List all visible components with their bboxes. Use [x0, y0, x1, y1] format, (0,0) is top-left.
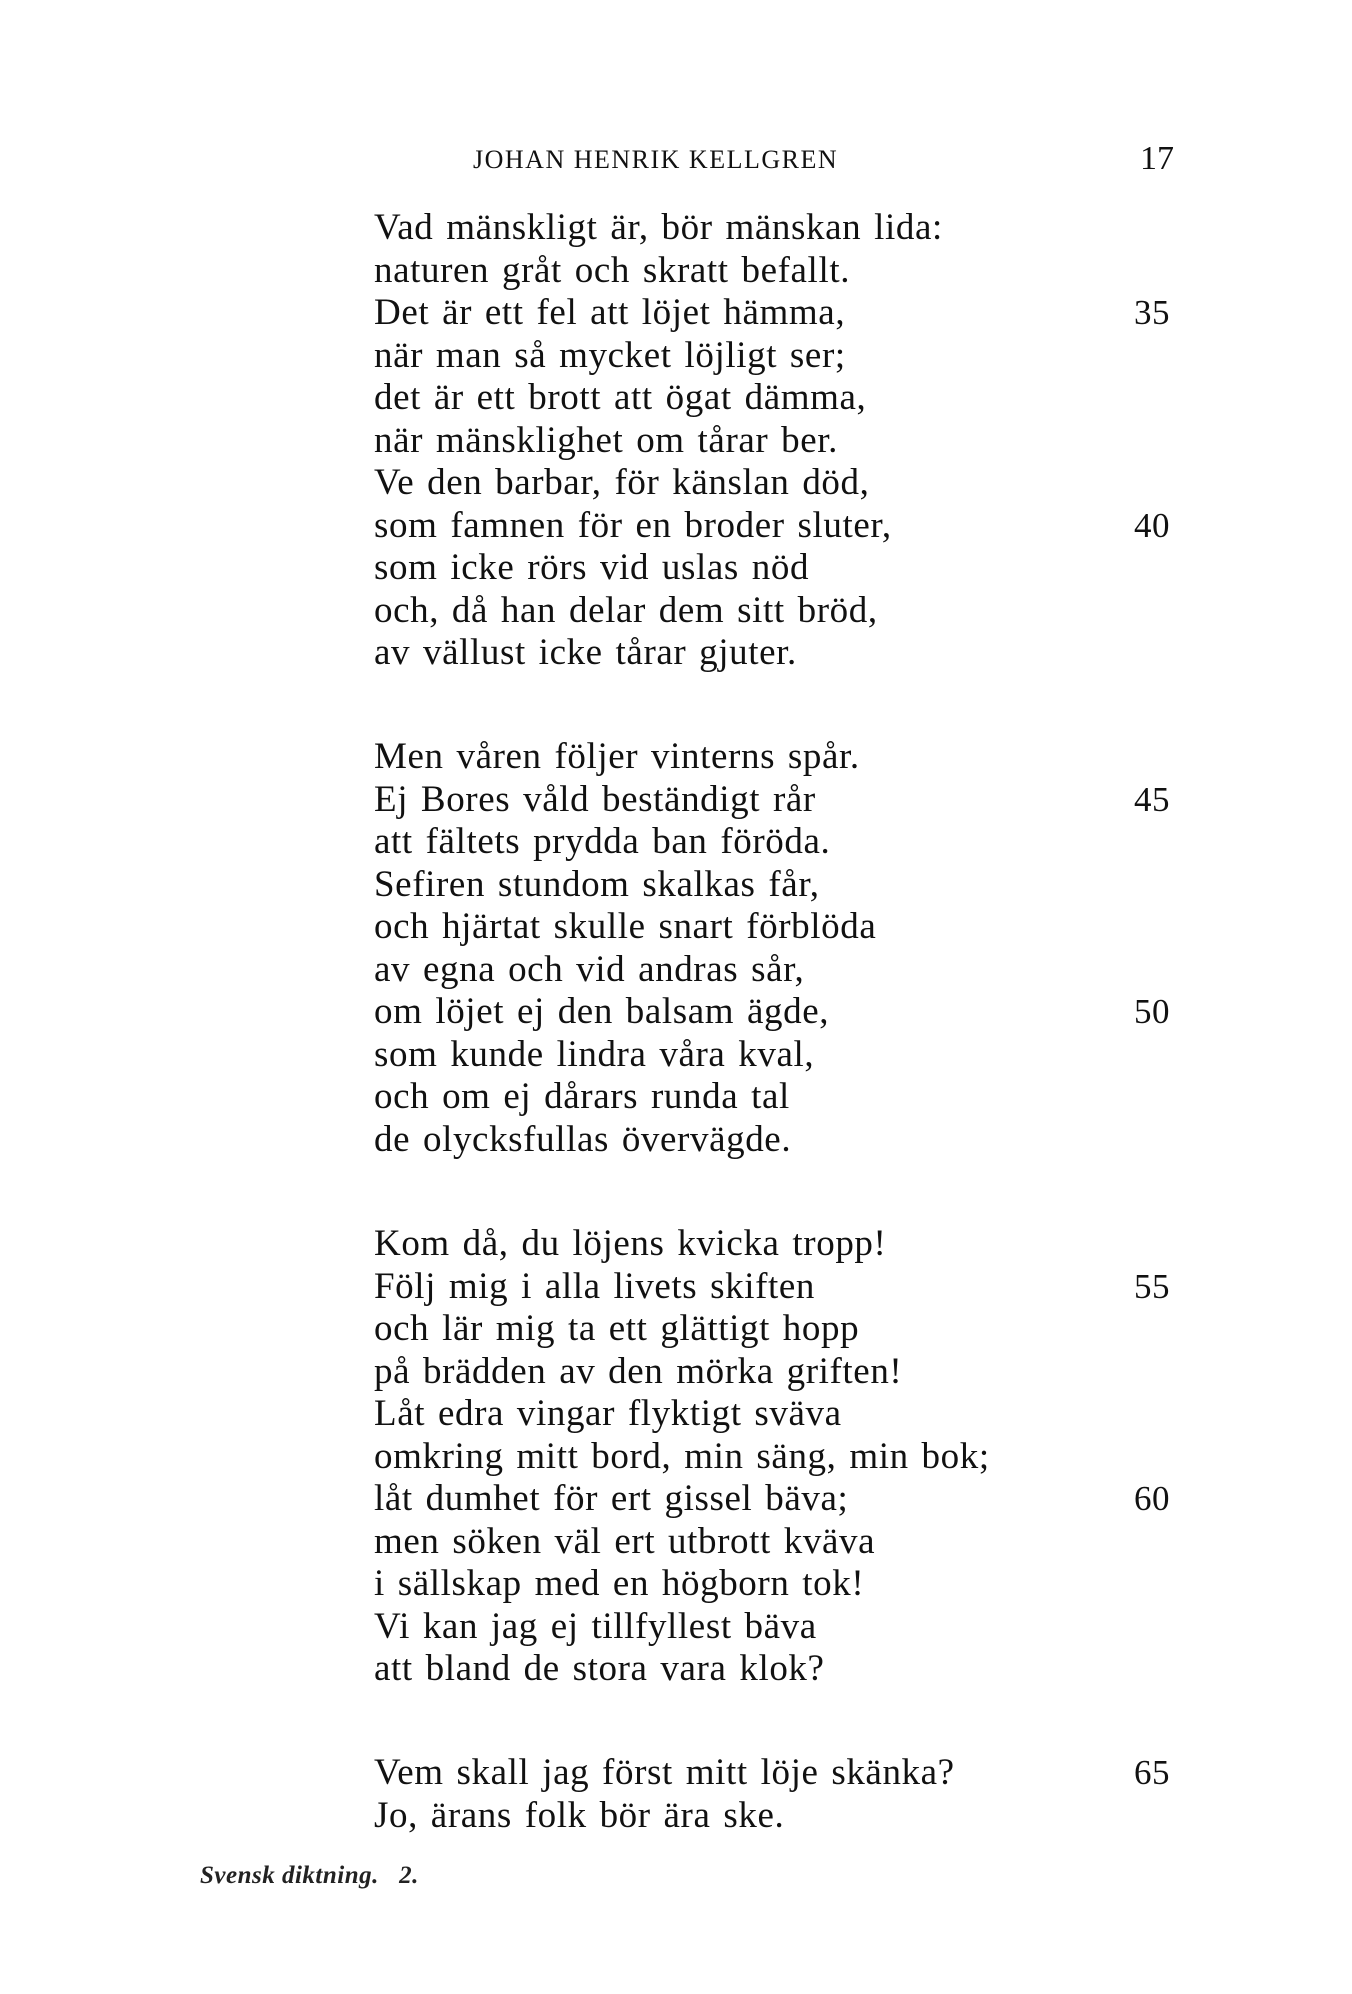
line-text: Kom då, du löjens kvicka tropp!: [374, 1223, 887, 1264]
line-number: 45: [1134, 779, 1170, 819]
poem-line: [374, 547, 1194, 590]
poem-line: [374, 420, 1194, 463]
line-text: att fältets prydda ban föröda.: [374, 821, 831, 862]
poem-line: [374, 991, 1194, 1034]
line-number: 55: [1134, 1266, 1170, 1306]
poem-line: [374, 1223, 1194, 1266]
poem-line: [374, 1076, 1194, 1119]
poem-line: [374, 1752, 1194, 1795]
stanza-3: [374, 1223, 1194, 1691]
line-number: 60: [1134, 1479, 1170, 1518]
line-text: Vad mänskligt är, bör mänskan lida:: [374, 207, 943, 248]
line-text: när man så mycket löjligt ser;: [374, 334, 846, 376]
poem-line: [374, 821, 1194, 864]
line-text: Vi kan jag ej tillfyllest bäva: [374, 1605, 817, 1647]
poem-line: [374, 1393, 1194, 1436]
line-text: Ej Bores våld beständigt rår: [374, 778, 816, 820]
line-text: på brädden av den mörka griften!: [374, 1350, 903, 1392]
line-text: och om ej dårars runda tal: [374, 1076, 790, 1117]
poem-line: [374, 590, 1194, 633]
poem-line: [374, 1266, 1194, 1309]
poem-line: [374, 1119, 1194, 1162]
line-text: Vem skall jag först mitt löje skänka?: [374, 1752, 955, 1793]
poem-line: [374, 1308, 1194, 1351]
poem-line: [374, 505, 1194, 548]
poem-line: [374, 949, 1194, 992]
poem-line: [374, 1351, 1194, 1394]
stanza-1: [374, 207, 1194, 675]
line-text: de olycksfullas övervägde.: [374, 1118, 792, 1160]
line-text: Men våren följer vinterns spår.: [374, 736, 860, 777]
line-text: Följ mig i alla livets skiften: [374, 1265, 815, 1307]
poem-line: [374, 1795, 1194, 1838]
poem-line: [374, 292, 1194, 335]
poem-line: [374, 377, 1194, 420]
line-text: och hjärtat skulle snart förblöda: [374, 906, 877, 947]
line-number: 40: [1134, 505, 1170, 545]
line-text: att bland de stora vara klok?: [374, 1648, 825, 1689]
poem-line: [374, 1478, 1194, 1521]
poem-line: [374, 462, 1194, 505]
poem-line: [374, 1606, 1194, 1649]
poem-line: [374, 1521, 1194, 1564]
line-text: men söken väl ert utbrott kväva: [374, 1520, 876, 1562]
poem-line: [374, 1563, 1194, 1606]
poem-line: [374, 335, 1194, 378]
poem-line: [374, 906, 1194, 949]
line-text: omkring mitt bord, min säng, min bok;: [374, 1435, 990, 1477]
poem-line: [374, 250, 1194, 293]
line-text: när mänsklighet om tårar ber.: [374, 419, 839, 461]
line-number: 50: [1134, 992, 1170, 1031]
poem-line: [374, 1034, 1194, 1077]
line-text: Det är ett fel att löjet hämma,: [374, 292, 846, 333]
line-text: som famnen för en broder sluter,: [374, 504, 892, 546]
line-text: naturen gråt och skratt befallt.: [374, 249, 851, 291]
line-text: och, då han delar dem sitt bröd,: [374, 589, 878, 631]
poem-line: [374, 864, 1194, 907]
line-text: och lär mig ta ett glättigt hopp: [374, 1308, 860, 1349]
line-text: i sällskap med en högborn tok!: [374, 1563, 865, 1604]
line-text: som kunde lindra våra kval,: [374, 1033, 815, 1075]
line-text: Sefiren stundom skalkas får,: [374, 863, 820, 905]
line-text: Låt edra vingar flyktigt sväva: [374, 1393, 842, 1434]
line-text: Jo, ärans folk bör ära ske.: [374, 1794, 785, 1836]
poem-line: [374, 1648, 1194, 1691]
line-text: av vällust icke tårar gjuter.: [374, 632, 797, 673]
line-number: 35: [1134, 293, 1170, 332]
poem-line: [374, 207, 1194, 250]
stanza-4: [374, 1752, 1194, 1837]
line-number: 65: [1134, 1753, 1170, 1792]
poem-line: [374, 779, 1194, 822]
page-number: 17: [1140, 140, 1174, 177]
poem-line: [374, 1436, 1194, 1479]
line-text: det är ett brott att ögat dämma,: [374, 377, 867, 418]
line-text: låt dumhet för ert gissel bäva;: [374, 1478, 849, 1519]
poem-line: [374, 632, 1194, 675]
line-text: som icke rörs vid uslas nöd: [374, 547, 810, 588]
line-text: av egna och vid andras sår,: [374, 948, 805, 990]
line-text: om löjet ej den balsam ägde,: [374, 991, 830, 1032]
line-text: Ve den barbar, för känslan död,: [374, 462, 870, 503]
signature-mark: Svensk diktning. 2.: [200, 1862, 419, 1889]
running-title: JOHAN HENRIK KELLGREN: [473, 145, 839, 174]
poem-line: [374, 736, 1194, 779]
stanza-2: [374, 736, 1194, 1161]
